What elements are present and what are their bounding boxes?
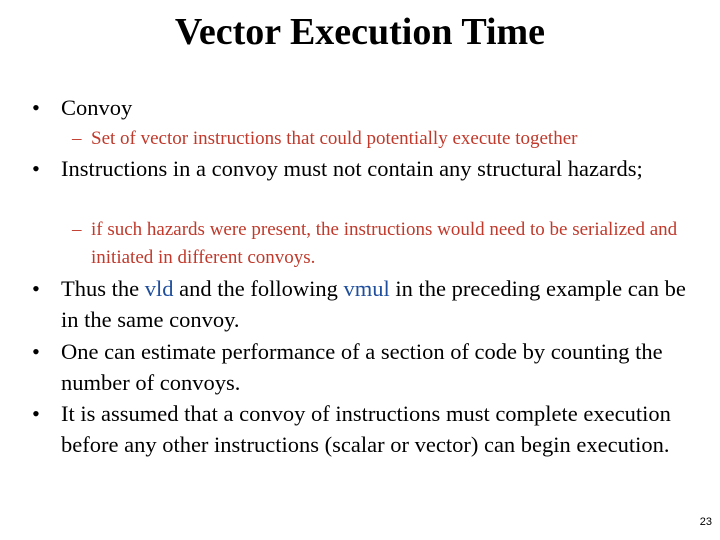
bullet-text: It is assumed that a convoy of instructions must complete execution before any other instructions (scalar or vector) can begin execution. [61,401,671,457]
subbullet-text: if such hazards were present, the instructions would need to be serialized and initiated in different convoys. [91,219,678,268]
bullet-marker: • [32,401,40,426]
bullet-marker: • [32,156,40,181]
bullet-text: One can estimate performance of a section of code by counting the number of convoys. [61,339,663,395]
bullet-marker: • [32,339,40,364]
bullet-marker: • [32,276,40,301]
subbullet-marker: – [72,128,82,149]
subbullet-marker: – [72,219,82,240]
bullet-text-part: Thus the [61,276,145,301]
keyword-vmul: vmul [343,276,390,301]
bullet-text-part: and the following [173,276,344,301]
bullet-text-part: in the preceding example can be in the same convoy. [61,276,686,332]
keyword-vld: vld [144,276,174,301]
slide-title: Vector Execution Time [174,11,546,53]
bullet-text [61,273,702,335]
page-number: 23 [699,516,712,528]
bullet-text: Instructions in a convoy must not contain any structural hazards; [61,156,643,181]
bullet-text: Convoy [61,95,133,120]
bullet-marker: • [32,95,40,120]
subbullet-text: Set of vector instructions that could potentially execute together [91,128,578,149]
